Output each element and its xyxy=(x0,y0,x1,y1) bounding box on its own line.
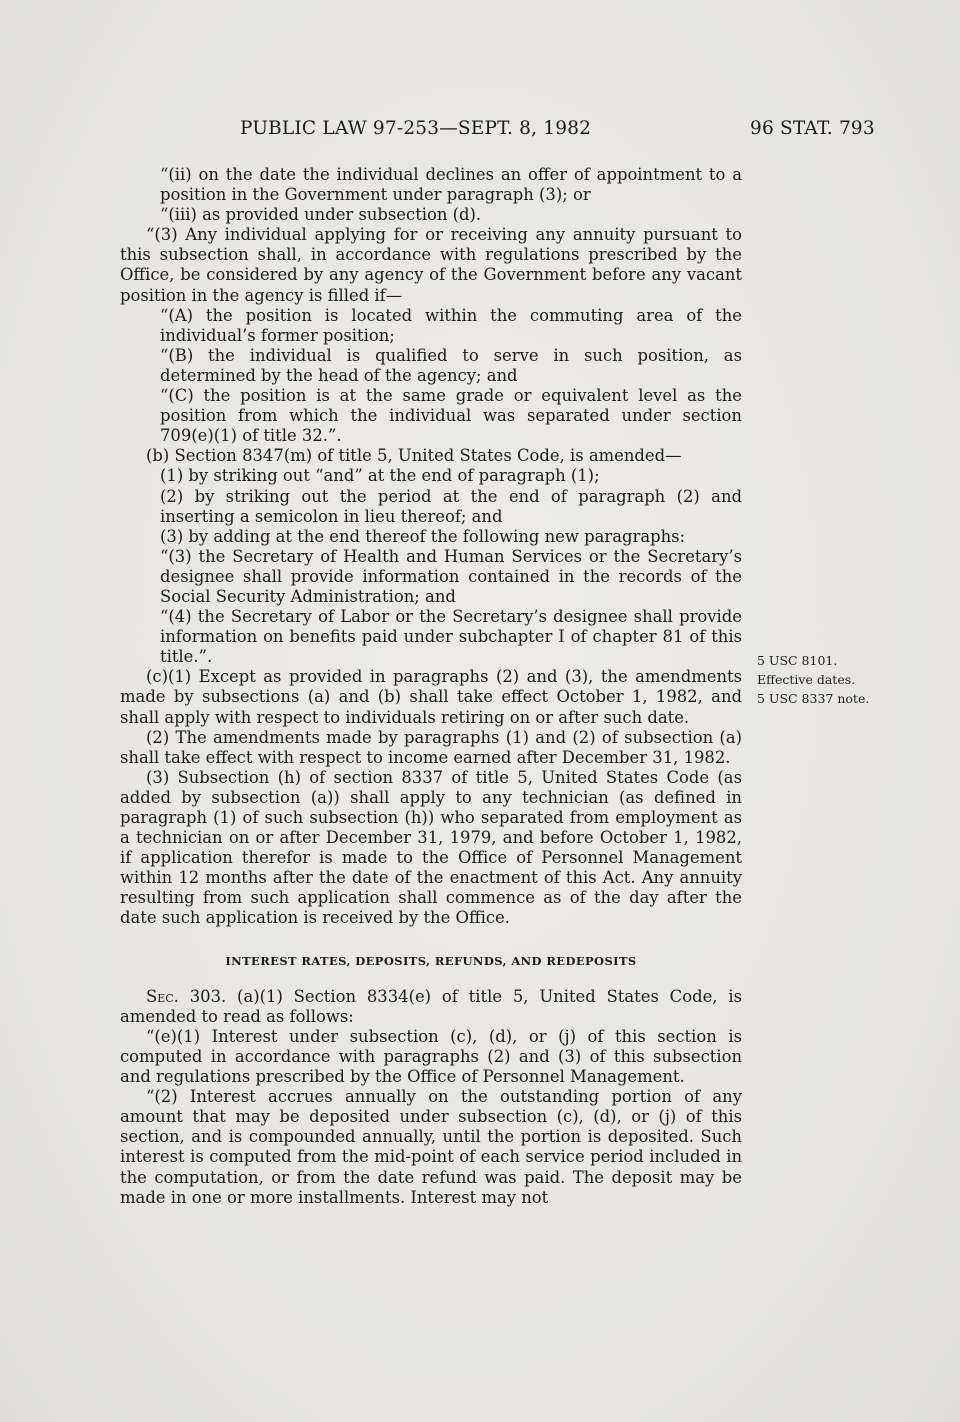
paragraph-3: “(3) Any individual applying for or receiving any annuity pursuant to this subsection shall, in accordance with regulations prescribed by the Office, be considered by any agency of the Government before any vacant position in the agency is filled if— xyxy=(120,225,742,305)
body-text xyxy=(120,165,742,1208)
new-paragraph-3: “(3) the Secretary of Health and Human Services or the Secretary’s designee shall provide information contained in the records of the Social Security Administration; and xyxy=(160,546,742,606)
subsection-e-1: “(e)(1) Interest under subsection (c), (d), or (j) of this section is computed in accordance with paragraphs (2) and (3) of this subsection and regulations prescribed by the Office of Personnel Management. xyxy=(120,1026,742,1087)
margin-note-effective-dates: Effective dates. xyxy=(757,672,856,687)
margin-notes xyxy=(757,651,917,708)
subparagraph-c: “(C) the position is at the same grade or equivalent level as the position from which the individual was separated under section 709(e)(1) of title 32.”. xyxy=(160,386,742,446)
amendment-3: (3) by adding at the end thereof the following new paragraphs: xyxy=(160,526,686,546)
amendment-1: (1) by striking out “and” at the end of paragraph (1); xyxy=(160,466,600,486)
subsection-c-3: (3) Subsection (h) of section 8337 of title 5, United States Code (as added by subsection (a)) shall apply to any technician (as defined in paragraph (1) of such subsection (h)) who separated from employment as a technician on or after December 31, 1979, and before October 1, 1982, if application therefor is made to the Office of Personnel Management within 12 months after the date of the enactment of this Act. Any annuity resulting from such application shall commence as of the day after the date such application is received by the Office. xyxy=(120,767,742,928)
subparagraph-b: “(B) the individual is qualified to serve in such position, as determined by the head of the agency; and xyxy=(160,345,742,385)
subparagraph-a: “(A) the position is located within the commuting area of the individual’s former position; xyxy=(160,305,742,345)
margin-note-usc-8337: 5 USC 8337 note. xyxy=(757,691,870,706)
subsection-c-1: (c)(1) Except as provided in paragraphs (2) and (3), the amendments made by subsections (a) and (b) shall take effect October 1, 1982, and shall apply with respect to individuals retiring on or after such date. xyxy=(120,667,742,727)
section-303 xyxy=(120,987,742,1027)
section-heading: INTEREST RATES, DEPOSITS, REFUNDS, AND REDEPOSITS xyxy=(225,953,637,968)
margin-note-usc-8101: 5 USC 8101. xyxy=(757,653,838,668)
statute-page-number: 96 STAT. 793 xyxy=(750,118,875,139)
new-paragraph-4: “(4) the Secretary of Labor or the Secretary’s designee shall provide information on benefits paid under subchapter I of chapter 81 of this title.”. xyxy=(160,607,742,667)
page-header xyxy=(0,118,960,146)
subsection-c-2: (2) The amendments made by paragraphs (1) and (2) of subsection (a) shall take effect with respect to income earned after December 31, 1982. xyxy=(120,727,742,767)
clause-ii: “(ii) on the date the individual declines an offer of appointment to a position in the Government under paragraph (3); or xyxy=(160,165,742,205)
amendment-2: (2) by striking out the period at the end of paragraph (2) and inserting a semicolon in lieu thereof; and xyxy=(160,486,742,526)
section-label: Sec. xyxy=(146,986,179,1006)
subsection-b: (b) Section 8347(m) of title 5, United States Code, is amended— xyxy=(146,446,682,466)
section-303-text: 303. (a)(1) Section 8334(e) of title 5, United States Code, is amended to read as follows: xyxy=(120,986,742,1026)
clause-iii: “(iii) as provided under subsection (d). xyxy=(160,205,482,225)
running-title: PUBLIC LAW 97-253—SEPT. 8, 1982 xyxy=(240,118,592,139)
paragraph-interest-2: “(2) Interest accrues annually on the outstanding portion of any amount that may be deposited under subsection (c), (d), or (j) of this section, and is compounded annually, until the portion is deposited. Such interest is computed from the mid-point of each service period included in the computation, or from the date refund was paid. The deposit may be made in one or more installments. Interest may not xyxy=(120,1087,742,1207)
